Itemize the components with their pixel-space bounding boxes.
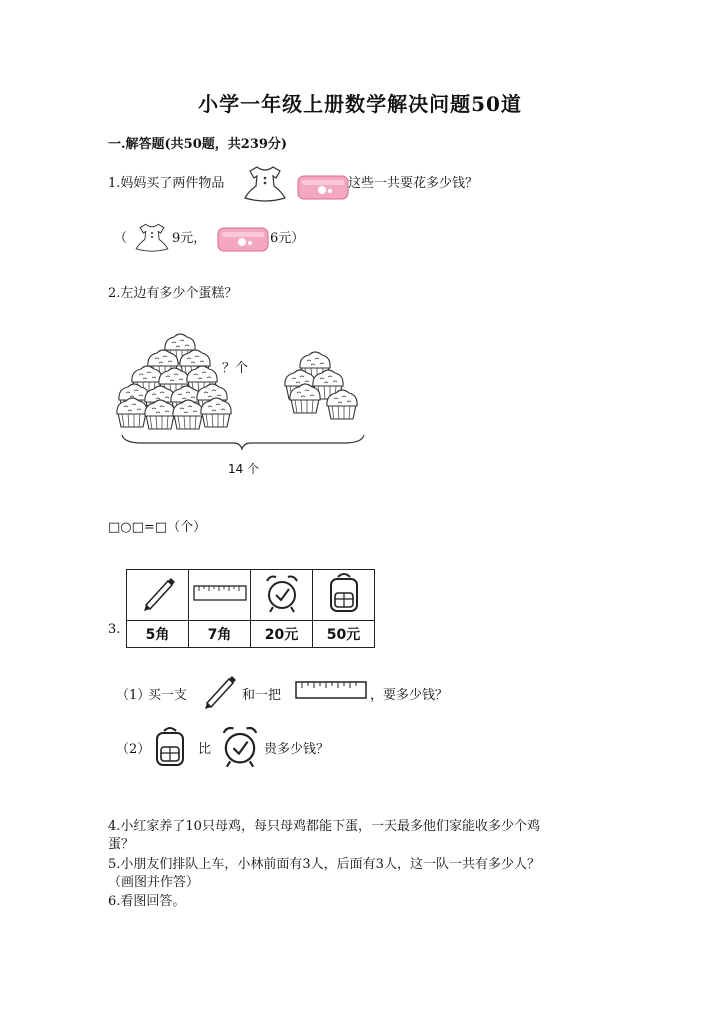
- q5-line2: （画图并作答）: [108, 875, 200, 890]
- total-count-label: 14 个: [228, 462, 260, 476]
- price-table-cell: [189, 570, 251, 621]
- q3-sub1-number: （1）: [116, 688, 151, 703]
- q1-paren-open: （: [114, 231, 128, 246]
- page-title: 小学一年级上册数学解决问题50道: [198, 92, 522, 116]
- q3-sub1-text-c: ，要多少钱？: [370, 688, 449, 703]
- section-header: 一.解答题(共50题，共239分): [108, 137, 288, 152]
- q3-sub2-text-a: 比: [198, 742, 212, 757]
- dress-price: 9元，: [172, 231, 207, 246]
- left-cake-pile: [117, 334, 231, 429]
- backpack-icon: [324, 571, 364, 615]
- q3-sub1-text-a: 买一支: [148, 688, 188, 703]
- backpack-icon: [150, 724, 190, 770]
- price-table-cell: [313, 570, 375, 621]
- price-table-cell: [251, 570, 313, 621]
- dress-icon: [240, 164, 290, 202]
- pencil-icon: [138, 573, 178, 613]
- q1-text-b: 这些一共要花多少钱？: [348, 176, 479, 191]
- q3-number: 3.: [108, 622, 121, 637]
- q5-line1: 5.小朋友们排队上车，小林前面有3人，后面有3人，这一队一共有多少人？: [108, 857, 540, 872]
- case-price: 6元）: [270, 231, 305, 246]
- cake-picture: [112, 325, 372, 455]
- pencil-case-icon: [216, 225, 271, 255]
- pencil-case-icon: [296, 173, 351, 203]
- q3-sub2-text-b: 贵多少钱？: [264, 742, 330, 757]
- total-brace: [122, 435, 364, 449]
- alarm-clock-icon: [218, 722, 262, 770]
- price-cell: 50元: [313, 621, 375, 648]
- q4-line1: 4.小红家养了10只母鸡，每只母鸡都能下蛋，一天最多他们家能收多少个鸡: [108, 819, 540, 834]
- q2-equation: □○□=□（个）: [108, 520, 207, 535]
- q3-sub1-text-b: 和一把: [242, 688, 282, 703]
- q2-text: 2.左边有多少个蛋糕？: [108, 286, 238, 301]
- q6-line1: 6.看图回答。: [108, 894, 186, 909]
- price-table: [126, 569, 375, 648]
- unknown-count-label: ？个: [222, 361, 249, 376]
- right-cake-pile: [285, 352, 357, 419]
- pencil-icon: [198, 671, 240, 711]
- q1-text-a: 1.妈妈买了两件物品: [108, 176, 225, 191]
- q4-line2: 蛋？: [108, 837, 135, 852]
- ruler-icon: [294, 678, 370, 702]
- alarm-clock-icon: [262, 571, 302, 615]
- dress-icon: [132, 222, 172, 252]
- price-table-cell: [127, 570, 189, 621]
- q3-sub2-number: （2）: [116, 742, 151, 757]
- price-cell: 5角: [127, 621, 189, 648]
- price-cell: 7角: [189, 621, 251, 648]
- price-cell: 20元: [251, 621, 313, 648]
- ruler-icon: [192, 578, 248, 608]
